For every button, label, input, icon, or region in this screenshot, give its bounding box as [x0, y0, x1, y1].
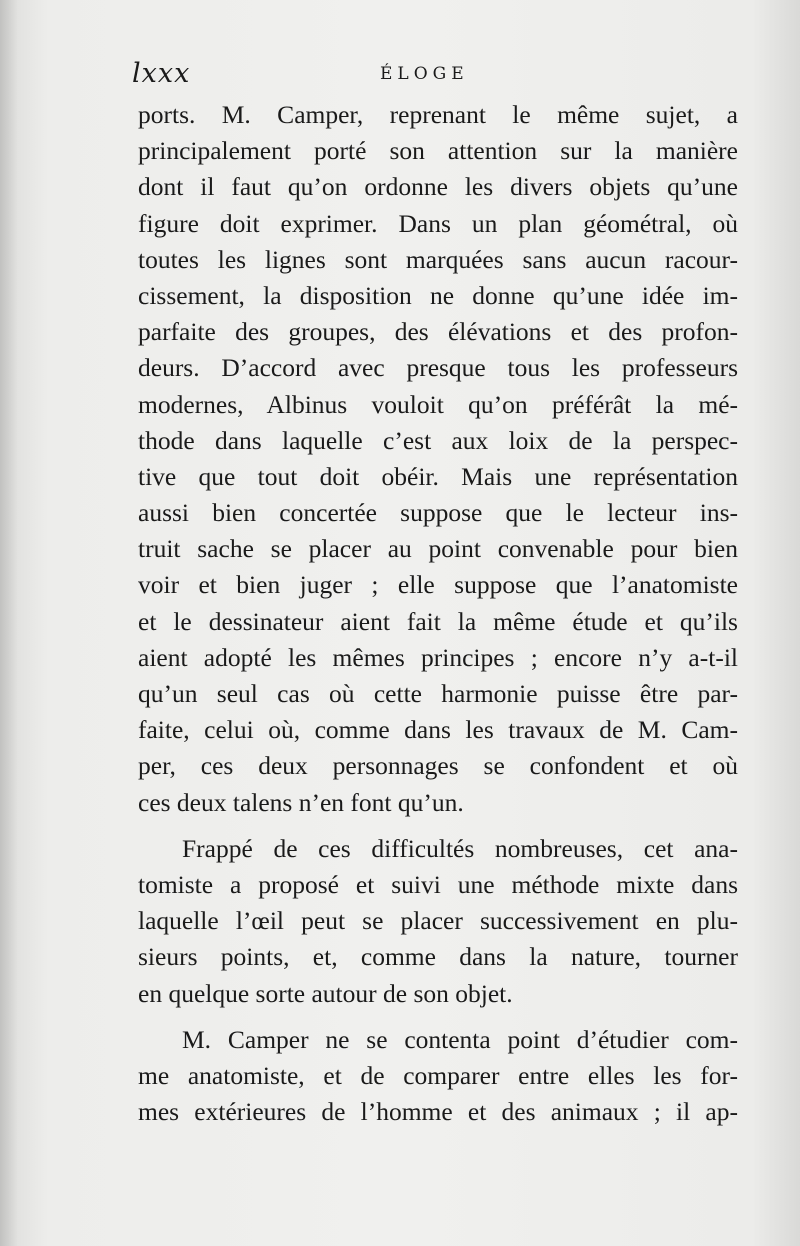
text-line: tomiste a proposé et suivi une méthode mixte dans [138, 869, 738, 899]
text-line: laquelle l’œil peut se placer successivement en plu- [138, 906, 738, 936]
text-line: cissement, la disposition ne donne qu’une idée im- [138, 280, 738, 310]
text-line: figure doit exprimer. Dans un plan géométral, où [138, 208, 738, 238]
page-number: lxxx [132, 58, 191, 89]
text-line: per, ces deux personnages se confondent et où [138, 751, 738, 781]
page-gutter-shadow [0, 0, 18, 1246]
text-line: me anatomiste, et de comparer entre elles les for- [138, 1060, 738, 1090]
text-line: truit sache se placer au point convenable pour bien [138, 534, 738, 564]
page-header [132, 58, 732, 94]
paragraph-gap [138, 821, 738, 831]
paragraph-1 [138, 97, 738, 821]
text-line: sieurs points, et, comme dans la nature, tourner [138, 942, 738, 972]
text-line: parfaite des groupes, des élévations et des profon- [138, 317, 738, 347]
text-line: voir et bien juger ; elle suppose que l’anatomiste [138, 570, 738, 600]
text-line: faite, celui où, comme dans les travaux de M. Cam- [138, 715, 738, 745]
running-title: ÉLOGE [380, 64, 469, 84]
text-line: deurs. D’accord avec presque tous les professeurs [138, 353, 738, 383]
text-line: dont il faut qu’on ordonne les divers objets qu’une [138, 172, 738, 202]
text-line: aient adopté les mêmes principes ; encore n’y a-t-il [138, 642, 738, 672]
text-line: en quelque sorte autour de son objet. [138, 978, 513, 1008]
text-line: aussi bien concertée suppose que le lecteur ins- [138, 498, 738, 528]
body-text [138, 97, 738, 1130]
text-line: ces deux talens n’en font qu’un. [138, 787, 464, 817]
paragraph-gap [138, 1012, 738, 1022]
text-line: qu’un seul cas où cette harmonie puisse être par- [138, 679, 738, 708]
text-line: mes extérieures de l’homme et des animaux ; il ap- [138, 1097, 738, 1127]
text-line: Frappé de ces difficultés nombreuses, cet ana- [182, 833, 738, 863]
text-line: et le dessinateur aient fait la même étude et qu’ils [138, 606, 738, 636]
text-line: modernes, Albinus vouloit qu’on préférât la mé- [138, 389, 738, 419]
text-line: ports. M. Camper, reprenant le même sujet, a [138, 100, 738, 129]
paragraph-2 [138, 831, 738, 1012]
text-line: toutes les lignes sont marquées sans aucun racour- [138, 244, 738, 274]
text-line: tive que tout doit obéir. Mais une représentation [138, 461, 738, 491]
text-line: M. Camper ne se contenta point d’étudier com- [182, 1024, 738, 1054]
text-line: thode dans laquelle c’est aux loix de la perspec- [138, 425, 738, 455]
text-line: principalement porté son attention sur la manière [138, 136, 738, 166]
paragraph-3 [138, 1022, 738, 1131]
